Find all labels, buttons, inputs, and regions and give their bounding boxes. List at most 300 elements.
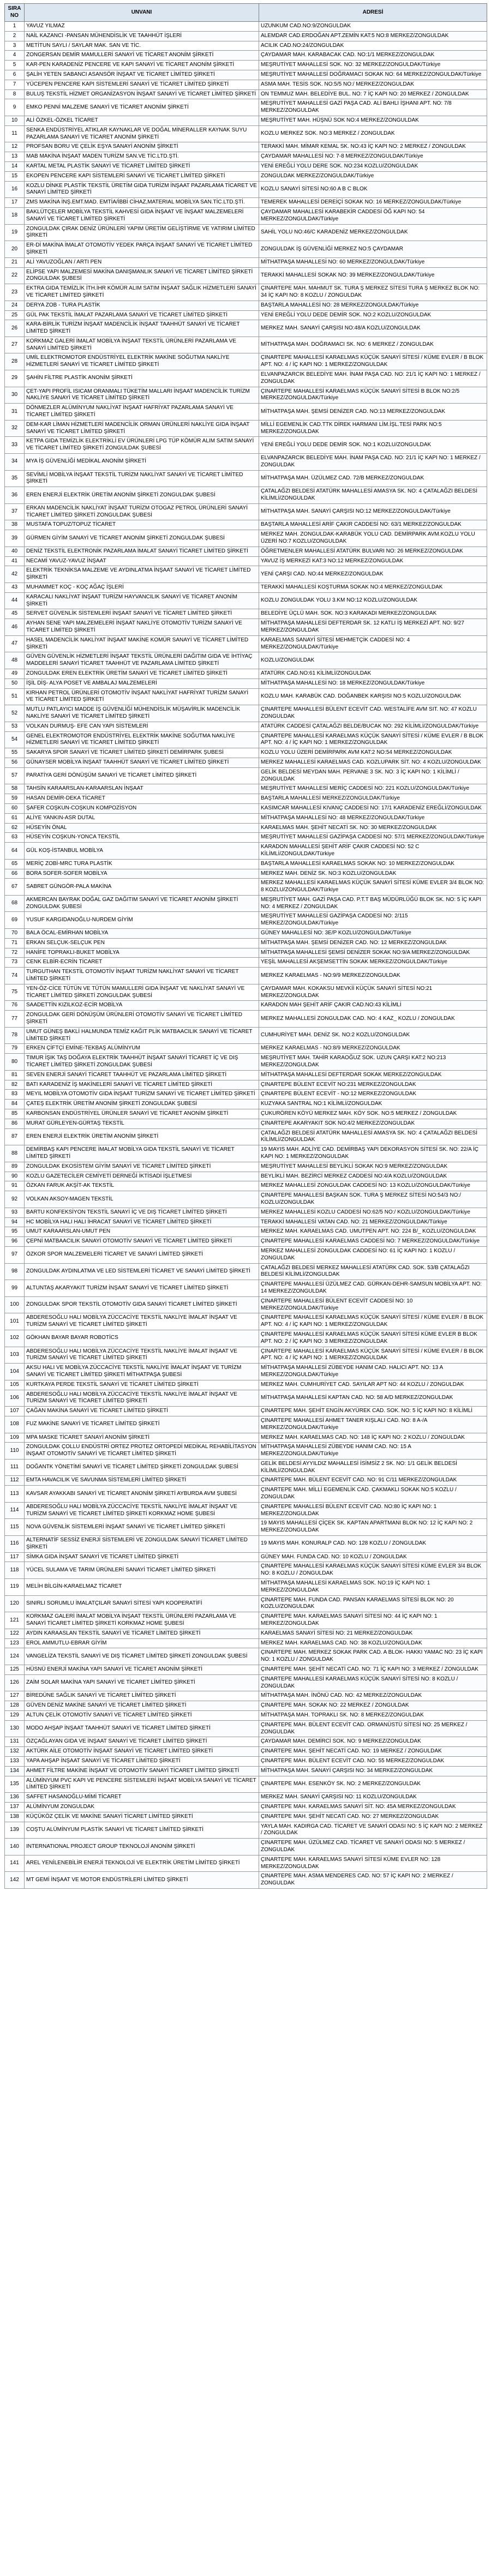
table-row xyxy=(5,688,487,705)
cell-no: 139 xyxy=(5,1822,25,1839)
cell-unvan: ZONGULDAK ÇOLLU ENDÜSTRİ ORTEZ PROTEZ ORTOPEDİ MEDİKAL REHABİLİTASYON İNŞAAT OTOMOTİV SANAYİ VE TİCARET LİMİTED ŞİRKETİ xyxy=(25,1443,259,1460)
table-row xyxy=(5,1191,487,1208)
cell-no: 10 xyxy=(5,116,25,125)
cell-adres: MİTHATPAŞA MAHALLESİ ZÜBEYDE HANIM CAD. HALICI APT. NO: 13 A MERKEZ/ZONGULDAK/Türkiye xyxy=(259,1364,487,1380)
cell-no: 97 xyxy=(5,1246,25,1263)
cell-adres: MİLLİ EGEMENLİK CAD.TTK DİREK HARMANI LİM.İŞL.TESİ PARK NO:5 MERKEZ/ZONGULDAK xyxy=(259,420,487,437)
cell-unvan: KORKMAZ GALERİ İMALAT MOBİLYA İNŞAAT TEKSTİL ÜRÜNLERİ PAZARLAMA VE SANAYİ TİCARET LİMİTED ŞİRKETİ KORKMAZ HOME ŞUBESİ xyxy=(25,1612,259,1629)
cell-no: 106 xyxy=(5,1390,25,1407)
cell-unvan: ABDERESOĞLU HALI MOBİLYA ZÜCCACİYE TEKSTİL NAKLİYE İMALAT İNŞAAT VE TURİZM SANAYİ VE TİCARET LİMİTED ŞİRKETİ xyxy=(25,1390,259,1407)
table-row xyxy=(5,152,487,162)
cell-unvan: UMİL ELEKTROMOTOR ENDÜSTRİYEL ELEKTRİK MAKİNE SOĞUTMA NAKLİYE HİZMETLERİ SANAYİ VE TİCARET LİMİTED ŞİRKETİ xyxy=(25,353,259,370)
cell-no: 31 xyxy=(5,404,25,421)
cell-unvan: KURTKAYA PERDE TEKSTİL SANAYİ VE TİCARET LİMİTED ŞİRKETİ xyxy=(25,1380,259,1390)
table-row xyxy=(5,1711,487,1721)
table-row xyxy=(5,1855,487,1872)
cell-adres: ÇINARTEPE MAH. MİLLİ EGEMENLİK CAD. ÇAKMAKLI SOKAK NO:5 KOZLU / ZONGULDAK xyxy=(259,1486,487,1503)
cell-adres: 19 MAYIS MAH. ADLİYE CAD. DEMİRBAŞ YAPI DEKORASYON SİTESİ SK. NO: 22/A İÇ KAPI NO: 1 MERKEZ/ZONGULDAK xyxy=(259,1145,487,1162)
cell-adres: TEMEREK MAHALLESİ DEREİÇİ SOKAK NO: 16 MERKEZ/ZONGULDAK/Türkiye xyxy=(259,198,487,208)
cell-no: 69 xyxy=(5,912,25,929)
cell-no: 130 xyxy=(5,1720,25,1737)
cell-no: 82 xyxy=(5,1080,25,1090)
table-row xyxy=(5,70,487,80)
cell-no: 122 xyxy=(5,1629,25,1638)
cell-unvan: INTERNATIONAL PROJECT GROUP TEKNOLOJİ ANONİM ŞİRKETİ xyxy=(25,1839,259,1856)
cell-adres: ATATÜRK CADDESİ ÇATALAĞZI BELDE/BUCAK NO: 292 KİLİMLİ/ZONGULDAK/Türkiye xyxy=(259,722,487,731)
table-row xyxy=(5,353,487,370)
cell-no: 111 xyxy=(5,1459,25,1476)
cell-no: 45 xyxy=(5,609,25,619)
cell-unvan: NECAMİ YAVUZ-YAVUZ İNŞAAT xyxy=(25,556,259,566)
table-row xyxy=(5,1502,487,1519)
cell-unvan: ALÜMİNYUM PVC KAPI VE PENCERE SİSTEMLERİ İNŞAAT MOBİLYA SANAYİ VE TİCARET LİMİTED ŞİRKETİ xyxy=(25,1776,259,1793)
cell-adres: MERKEZ MAHALLESİ ZONGULDAK CADDESİ NO: 13 KOZLU/ZONGULDAK/Türkiye xyxy=(259,1181,487,1191)
cell-no: 124 xyxy=(5,1648,25,1665)
cell-adres: BAŞTARLA MAHALLESİ KARAELMAS SOKAK NO: 10 MERKEZ/ZONGULDAK xyxy=(259,859,487,869)
cell-no: 129 xyxy=(5,1711,25,1721)
cell-adres: ELVANPAZARCIK BELEDİYE MAH. İNAM PAŞA CAD. NO: 21/1 İÇ KAPI NO: 1 MERKEZ / ZONGULDAK xyxy=(259,454,487,471)
cell-no: 2 xyxy=(5,31,25,41)
cell-no: 32 xyxy=(5,420,25,437)
table-row xyxy=(5,1109,487,1119)
cell-unvan: KÜÇÜKÖZ ÇELİK VE MAKİNE SANAYİ TİCARET LİMİTED ŞİRKETİ xyxy=(25,1812,259,1822)
cell-no: 115 xyxy=(5,1519,25,1536)
cell-adres: KARAELMAS SANAYİ SİTESİ MEHMETÇİK CADDESİ NO: 4 MERKEZ/ZONGULDAK/Türkiye xyxy=(259,635,487,652)
cell-adres: MİTHATPAŞA MAH. DOĞRAMACI SK. NO: 6 MERKEZ / ZONGULDAK xyxy=(259,337,487,353)
table-row xyxy=(5,1812,487,1822)
table-row xyxy=(5,1519,487,1536)
cell-adres: 19 MAYIS MAH. KONURALP CAD. NO: 128 KOZLU / ZONGULDAK xyxy=(259,1536,487,1553)
cell-unvan: EKTRA GIDA TEMİZLİK İTH.İHR KÖMÜR ALIM SATIM İNŞAAT SAĞLIK HİZMETLERİ SANAYİ VE TİCARET LİMİTED ŞİRKETİ xyxy=(25,284,259,301)
cell-adres: ÇINARTEPE MAH. KARAELMAS SANAYİ SİT. NO: 45A MERKEZ/ZONGULDAK xyxy=(259,1802,487,1812)
cell-unvan: ZONGULDAK AYDINLATMA VE LED SİSTEMLERİ TİCARET VE SANAYİ LİMİTED ŞİRKETİ xyxy=(25,1263,259,1280)
cell-adres: ÇAYDAMAR MAH. DEMİRCİ SOK. NO: 9 MERKEZ/ZONGULDAK xyxy=(259,1737,487,1747)
cell-adres: KOZLU SANAYİ SİTESİ NO:60 A B C BLOK xyxy=(259,181,487,198)
cell-unvan: ÖZKAN FARUK AKŞİT-AK TEKSTİL xyxy=(25,1181,259,1191)
cell-adres: MİTHATPAŞA MAHALLESİ KAPTAN CAD. NO: 58 A/D MERKEZ/ZONGULDAK xyxy=(259,1390,487,1407)
cell-unvan: DEMİRBAŞ KAPI PENCERE İMALAT MOBİLYA GIDA TEKSTİL SANAYİ VE TİCARET LİMİTED ŞİRKETİ xyxy=(25,1145,259,1162)
cell-adres: ÇINARTEPE MAH. ŞEHİT NECATİ CAD. NO: 19 MERKEZ / ZONGULDAK xyxy=(259,1747,487,1757)
cell-unvan: KETPA GIDA TEMİZLİK ELEKTRİKLİ EV ÜRÜNLERİ LPG TÜP KÖMÜR ALIM SATIM SANAYİ VE TİCARET LİMİTED ŞİRKETİ ZONGULDAK ŞUBESİ xyxy=(25,437,259,454)
company-registry-table xyxy=(4,3,487,1889)
cell-adres: MİTHATPAŞA MAH. ÜZÜLMEZ CAD. 72/B MERKEZ/ZONGULDAK xyxy=(259,470,487,487)
cell-unvan: AHMET FİLTRE MAKİNE İNŞAAT VE OTOMOTİV SANAYİ TİCARET LİMİTED ŞİRKETİ xyxy=(25,1766,259,1776)
cell-no: 53 xyxy=(5,722,25,731)
table-row xyxy=(5,1612,487,1629)
cell-adres: CUMHURİYET MAH. DENİZ SK. NO:2 KOZLU/ZONGULDAK xyxy=(259,1027,487,1044)
cell-no: 38 xyxy=(5,520,25,530)
cell-adres: ELVANPAZARCIK BELEDİYE MAH. İNAM PAŞA CAD. NO: 21/1 İÇ KAPI NO: 1 MERKEZ / ZONGULDAK xyxy=(259,370,487,387)
cell-unvan: BARTU KONFEKSİYON TEKSTİL SANAYİ İÇ VE DIŞ TİCARET LİMİTED ŞİRKETİ xyxy=(25,1208,259,1217)
cell-no: 132 xyxy=(5,1747,25,1757)
cell-no: 116 xyxy=(5,1536,25,1553)
table-row xyxy=(5,1227,487,1237)
cell-adres: ÇATALAĞZI BELDESİ ATATÜRK MAHALLESİ AMASYA SK. NO: 4 ÇATALAĞZI BELDESİ KİLİMLİ/ZONGULDAK xyxy=(259,1128,487,1145)
table-row xyxy=(5,470,487,487)
cell-adres: MİTHATPAŞA MAH. ŞEMSİ DENİZER CAD. NO:13 MERKEZ/ZONGULDAK xyxy=(259,404,487,421)
table-row xyxy=(5,1208,487,1217)
table-row xyxy=(5,705,487,722)
cell-no: 85 xyxy=(5,1109,25,1119)
cell-adres: MERKEZ MAHALLESİ KOZLU CADDESİ NO:62/5 NO:/ KOZLU/ZONGULDAK/Türkiye xyxy=(259,1208,487,1217)
table-row xyxy=(5,61,487,70)
table-row xyxy=(5,1347,487,1364)
cell-no: 64 xyxy=(5,843,25,860)
table-row xyxy=(5,1701,487,1711)
cell-unvan: DÖNMEZLER ALÜMİNYUM NAKLİYAT İNŞAAT HAFRİYAT PAZARLAMA SANAYİ VE TİCARET LİMİTED ŞİRKETİ xyxy=(25,404,259,421)
table-row xyxy=(5,609,487,619)
table-row xyxy=(5,1296,487,1313)
cell-unvan: ÖZKOR SPOR MALZEMELERİ TİCARET VE SANAYİ LİMİTED ŞİRKETİ xyxy=(25,1246,259,1263)
cell-no: 60 xyxy=(5,803,25,813)
table-row xyxy=(5,547,487,556)
header-no: SIRA NO xyxy=(5,4,25,22)
cell-adres: KUZYAKA SANTRAL NO:1 KİLİMLİ/ZONGULDAK xyxy=(259,1100,487,1109)
cell-no: 57 xyxy=(5,767,25,784)
cell-adres: BAŞTARLA MAHALLESİ NO: 28 MERKEZ/ZONGULDAK/Türkiye xyxy=(259,301,487,310)
cell-adres: YEŞİL MAHALLESİ AKŞEMSETTİN SOKAK MERKEZ/ZONGULDAK/Türkiye xyxy=(259,958,487,968)
table-row xyxy=(5,284,487,301)
cell-unvan: VANGELİZA TEKSTİL SANAYİ VE DIŞ TİCARET LİMİTED ŞİRKETİ ZONGULDAK ŞUBESİ xyxy=(25,1648,259,1665)
table-row xyxy=(5,1364,487,1380)
table-row xyxy=(5,1263,487,1280)
table-row xyxy=(5,89,487,99)
cell-no: 47 xyxy=(5,635,25,652)
cell-unvan: SAADETTİN KIZILKOZ-ECİR MOBİLYA xyxy=(25,1001,259,1011)
cell-adres: MİTHATPAŞA MAH. ŞEMSİ DENİZER CAD. NO: 12 MERKEZ/ZONGULDAK xyxy=(259,938,487,948)
table-row xyxy=(5,1044,487,1054)
cell-adres: ÖĞRETMENLER MAHALLESİ ATATÜRK BULVARI NO: 26 MERKEZ/ZONGULDAK xyxy=(259,547,487,556)
table-row xyxy=(5,1476,487,1486)
cell-no: 104 xyxy=(5,1364,25,1380)
cell-adres: ÇINARTEPE MAHALLESİ BÜLENT ECEVİT CADDESİ NO: 10 MERKEZ/ZONGULDAK/Türkiye xyxy=(259,1296,487,1313)
cell-unvan: METİTUN SAYLI / SAYLAR MAK. SAN VE TİC. xyxy=(25,41,259,51)
cell-unvan: ERKEN ÇİFTÇİ EMİNE-TEKBAŞ ALÜMİNYUM xyxy=(25,1044,259,1054)
table-row xyxy=(5,267,487,284)
cell-unvan: DOĞANTK YÖNETİMİ SANAYİ VE TİCARET LİMİTED ŞİRKETİ ZONGULDAK ŞUBESİ xyxy=(25,1459,259,1476)
cell-no: 59 xyxy=(5,794,25,804)
cell-no: 105 xyxy=(5,1380,25,1390)
cell-no: 114 xyxy=(5,1502,25,1519)
cell-no: 109 xyxy=(5,1433,25,1443)
cell-adres: MERKEZ MAH. KARAELMAS CAD. NO: 148 İÇ KAPI NO: 2 KOZLU / ZONGULDAK xyxy=(259,1433,487,1443)
table-row xyxy=(5,566,487,583)
cell-adres: ÇINARTEPE MAHALLESİ AHMET TANER KIŞLALI CAD. NO: 8 A-/A MERKEZ/ZONGULDAK/Türkiye xyxy=(259,1416,487,1433)
cell-no: 136 xyxy=(5,1793,25,1803)
cell-adres: MERKEZ MAH. ZONGULDAK-KARABÜK YOLU CAD. DEMİRPARK AVM.KOZLU YOLU ÜZERİ NO:7 KOZLU/ZONGULDAK xyxy=(259,530,487,547)
table-row xyxy=(5,583,487,593)
cell-no: 16 xyxy=(5,181,25,198)
cell-unvan: SİMKA GIDA İNŞAAT SANAYİ VE TİCARET LİMİTED ŞİRKETİ xyxy=(25,1552,259,1562)
cell-unvan: FUZ MAKİNE SANAYİ VE TİCARET LİMİTED ŞİRKETİ xyxy=(25,1416,259,1433)
cell-adres: KARAELMAS SANAYİ SİTESİ NO: 21 MERKEZ/ZONGULDAK xyxy=(259,1629,487,1638)
cell-unvan: NOVA GÜVENLİK SİSTEMLERİ İNŞAAT SANAYİ VE TİCARET LİMİTED ŞİRKETİ xyxy=(25,1519,259,1536)
cell-unvan: ÇAĞAN MAKİNA SANAYİ VE TİCARET LİMİTED ŞİRKETİ xyxy=(25,1407,259,1416)
cell-no: 23 xyxy=(5,284,25,301)
cell-no: 14 xyxy=(5,161,25,171)
table-row xyxy=(5,1629,487,1638)
cell-unvan: MYA İŞ GÜVENLİĞİ MEDİKAL ANONİM ŞİRKETİ xyxy=(25,454,259,471)
cell-adres: KOZLU YOLU ÜZERİ DEMİRPARK AVM KAT:2 NO:54 MERKEZ/ZONGULDAK xyxy=(259,748,487,758)
cell-unvan: ZONGULDAK GERİ DÖNÜŞÜM ÜRÜNLERİ OTOMOTİV SANAYİ VE TİCARET LİMİTED ŞİRKETİ xyxy=(25,1011,259,1028)
table-row xyxy=(5,420,487,437)
cell-no: 9 xyxy=(5,99,25,116)
cell-unvan: TIMUR İŞIK TAŞ DOĞAYA ELEKTRİK TAAHHÜT İNŞAAT SANAYİ TİCARET İÇ VE DIŞ TİCARET LİMİTED ŞİRKETİ ZONGULDAK ŞUBESİ xyxy=(25,1054,259,1071)
cell-adres: ÇINARTEPE MAHALLESİ KARAELMAS KÜÇÜK SANAYİ SİTESİ / KÜME EVLER / B BLOK APT. NO: 4 / İÇ KAPI NO: 1 MERKEZ/ZONGULDAK xyxy=(259,1347,487,1364)
table-row xyxy=(5,80,487,89)
table-row xyxy=(5,520,487,530)
cell-unvan: EMKO PENNİ MALZEME SANAYİ VE TİCARET ANONİM ŞİRKETİ xyxy=(25,99,259,116)
cell-adres: ÇINARTEPE MAH. MAHMUT SK. TURA Ş MERKEZ SİTESİ TURA Ş MERKEZ BLOK NO: 34 İÇ KAPI NO: 8 KOZLU / ZONGULDAK xyxy=(259,284,487,301)
table-row xyxy=(5,1313,487,1330)
cell-unvan: PARATİYA GERİ DÖNÜŞÜM SANAYİ VE TİCARET LİMİTED ŞİRKETİ xyxy=(25,767,259,784)
cell-no: 113 xyxy=(5,1486,25,1503)
cell-unvan: MUHAMMET KOÇ - KOÇ AĞAÇ İŞLERİ xyxy=(25,583,259,593)
cell-adres: ATATÜRK CAD.NO:61 KİLİMLİ/ZONGULDAK xyxy=(259,669,487,678)
table-row xyxy=(5,1237,487,1247)
cell-adres: MİTHATPAŞA MAH. SANAYİ ÇARŞISI NO: 34 MERKEZ/ZONGULDAK xyxy=(259,1766,487,1776)
cell-no: 62 xyxy=(5,823,25,833)
cell-adres: ON TEMMUZ MAH. BELEDİYE BUL. NO: 7 İÇ KAPI NO: 20 MERKEZ / ZONGULDAK xyxy=(259,89,487,99)
cell-unvan: ABDERESOĞLU HALI MOBİLYA ZÜCCACİYE TEKSTİL NAKLİYE İMALAT İNŞAAT VE TURİZM SANAYİ VE TİCARET LİMİTED ŞİRKETİ xyxy=(25,1313,259,1330)
cell-unvan: ALTUNTAŞ AKARYAKIT TURİZM İNŞAAT SANAYİ VE TİCARET LİMİTED ŞİRKETİ xyxy=(25,1280,259,1297)
table-row xyxy=(5,1330,487,1347)
table-row xyxy=(5,1595,487,1612)
cell-adres: ÇAYDAMAR MAH. KARABACAK CAD. NO:1/1 MERKEZ/ZONGULDAK xyxy=(259,51,487,61)
cell-no: 80 xyxy=(5,1054,25,1071)
cell-unvan: VOLKAN AKSOY-MAGEN TEKSTİL xyxy=(25,1191,259,1208)
table-row xyxy=(5,454,487,471)
cell-no: 39 xyxy=(5,530,25,547)
table-row xyxy=(5,1027,487,1044)
cell-no: 35 xyxy=(5,470,25,487)
table-row xyxy=(5,1090,487,1100)
cell-adres: MERKEZ KARAELMAS - NO:9/9 MERKEZ/ZONGULDAK xyxy=(259,968,487,984)
table-row xyxy=(5,669,487,678)
cell-no: 96 xyxy=(5,1237,25,1247)
cell-adres: ÇINARTEPE MAHALLESİ BÜLENT ECEVİT CAD. WESTALİFE AVM SIT. NO: 47 KOZLU ZONGULDAK xyxy=(259,705,487,722)
cell-unvan: KORKMAZ GALERİ İMALAT MOBİLYA İNŞAAT TEKSTİL ÜRÜNLERİ PAZARLAMA VE SANAYİ LİMİTED ŞİRKETİ xyxy=(25,337,259,353)
cell-no: 135 xyxy=(5,1776,25,1793)
cell-adres: UZUNKUM CAD.NO:9/ZONGULDAK xyxy=(259,22,487,32)
cell-adres: KOZLU/ZONGULDAK xyxy=(259,652,487,669)
cell-no: 49 xyxy=(5,669,25,678)
cell-adres: KOZLU MAH. KARABÜK CAD. DOĞANBEK KARŞISI NO:5 KOZLU/ZONGULDAK xyxy=(259,688,487,705)
cell-no: 93 xyxy=(5,1208,25,1217)
cell-no: 40 xyxy=(5,547,25,556)
header-unvan: UNVANI xyxy=(25,4,259,22)
table-row xyxy=(5,1756,487,1766)
cell-no: 100 xyxy=(5,1296,25,1313)
cell-adres: MİTHATPAŞA MAH. SANAYİ ÇARŞISI NO:12 MERKEZ/ZONGULDAK/Türkiye xyxy=(259,503,487,520)
cell-unvan: BALA ÖCAL-EMİRHAN MOBİLYA xyxy=(25,929,259,939)
table-row xyxy=(5,1416,487,1433)
cell-adres: ÇINARTEPE MAH. BÜLENT ECEVİT CAD. ORMANÜSTÜ SİTESİ NO: 25 MERKEZ / ZONGULDAK xyxy=(259,1720,487,1737)
cell-adres: ÇINARTEPE MAH. KARAELMAS SANAYİ SİTESİ KÜME EVLER NO: 128 MERKEZ/ZONGULDAK xyxy=(259,1855,487,1872)
cell-unvan: KARA-BİRLİK TURİZM İNŞAAT MADENCİLİK İNŞAAT TAAHHÜT SANAYİ VE TİCARET LİMİTED ŞİRKETİ xyxy=(25,320,259,337)
cell-unvan: UMUT KARAARSLAN-UMUT PEN xyxy=(25,1227,259,1237)
table-row xyxy=(5,1001,487,1011)
cell-adres: MEŞRUTİYET MAHALLESİ GAZİ PAŞA CAD. ALİ BAHLI İŞHANI APT. NO: 7/8 MERKEZ/ZONGULDAK xyxy=(259,99,487,116)
cell-no: 67 xyxy=(5,879,25,896)
cell-no: 123 xyxy=(5,1638,25,1648)
cell-unvan: ZAİM SOLAR MAKİNA YAPI SANAYİ VE TİCARET LİMİTED ŞİRKETİ xyxy=(25,1674,259,1691)
cell-unvan: ELEKTRİK TEKNİKSA MALZEME VE AYDINLATMA İNŞAAT SANAYİ VE TİCARET LİMİTED ŞİRKETİ xyxy=(25,566,259,583)
table-row xyxy=(5,859,487,869)
cell-adres: ÇINARTEPE MAH. ASMA MENDERES CAD. NO: 57 İÇ KAPI NO: 2 MERKEZ / ZONGULDAK xyxy=(259,1872,487,1889)
table-row xyxy=(5,224,487,241)
cell-unvan: SEVEN ENERJİ SANAYİ TİCARET TAAHHÜT VE PAZARLAMA LİMİTED ŞİRKETİ xyxy=(25,1070,259,1080)
cell-adres: BELEDİYE ÜÇLÜ MAH. SOK. NO:3 KARAKADI MERKEZ/ZONGULDAK xyxy=(259,609,487,619)
table-row xyxy=(5,487,487,504)
table-row xyxy=(5,635,487,652)
cell-unvan: MEYIL MOBİLYA OTOMOTİV GIDA İNŞAAT TURİZM SANAYİ VE TİCARET LİMİTED ŞİRKETİ xyxy=(25,1090,259,1100)
cell-unvan: MT GEMİ İNŞAAT VE MOTOR ENDÜSTRİLERİ LİMİTED ŞİRKETİ xyxy=(25,1872,259,1889)
cell-no: 28 xyxy=(5,353,25,370)
table-row xyxy=(5,1776,487,1793)
cell-unvan: SINIRLI SORUMLU İMALATÇILAR SANAYİ SİTESİ YAPI KOOPERATİFİ xyxy=(25,1595,259,1612)
cell-unvan: ZMS MAKİNA İNŞ.EMT.MAD. EMTİA/İBBİ CİHAZ,MATERIAL MOBİLYA SAN.TİC.LTD.ŞTİ. xyxy=(25,198,259,208)
table-row xyxy=(5,1181,487,1191)
cell-unvan: ZONGULDAK EKOSİSTEM GİYİM SANAYİ VE TİCARET LİMİTED ŞİRKETİ xyxy=(25,1162,259,1172)
table-row xyxy=(5,41,487,51)
cell-adres: MERKEZ KARAELMAS - NO:8/9 MERKEZ/ZONGULDAK xyxy=(259,1044,487,1054)
cell-adres: MEŞRUTİYET MAHALLESİ MERİÇ CADDESİ NO: 221 KOZLU/ZONGULDAK/Türkiye xyxy=(259,784,487,794)
table-row xyxy=(5,198,487,208)
cell-unvan: KARTAL METAL PLASTİK SANAYİ VE TİCARET LİMİTED ŞİRKETİ xyxy=(25,161,259,171)
cell-unvan: AKMERCAN BAYRAK DOĞAL GAZ DAĞITIM SANAYİ VE TİCARET ANONİM ŞİRKETİ ZONGULDAK ŞUBESİ xyxy=(25,895,259,912)
cell-adres: KARAELMAS MAH. ŞEHİT NECATİ SK. NO: 30 MERKEZ/ZONGULDAK xyxy=(259,823,487,833)
cell-unvan: ER-Dİ MAKİNA İMALAT OTOMOTİV YEDEK PARÇA İNŞAAT SANAYİ VE TİCARET LİMİTED ŞİRKETİ xyxy=(25,241,259,258)
cell-no: 34 xyxy=(5,454,25,471)
cell-unvan: BORA SOFER-SOFER MOBİLYA xyxy=(25,869,259,879)
cell-adres: MERKEZ MAHALLESİ KARAELMAS KÜÇÜK SANAYİ SİTESİ KÜME EVLER 3/4 BLOK NO: 8 KOZLU/ZONGULDAK/Türkiye xyxy=(259,879,487,896)
cell-no: 83 xyxy=(5,1090,25,1100)
cell-adres: TERAKKİ MAH. MİMAR KEMAL SK. NO:43 İÇ KAPI NO: 2 MERKEZ / ZONGULDAK xyxy=(259,142,487,152)
cell-unvan: GÜNAYSER MOBİLYA İNŞAAT TAAHHÜT SANAYİ VE TİCARET LİMİTED ŞİRKETİ xyxy=(25,758,259,767)
cell-unvan: EKOPEN PENCERE KAPI SİSTEMLERİ SANAYİ VE TİCARET LİMİTED ŞİRKETİ xyxy=(25,171,259,181)
cell-no: 48 xyxy=(5,652,25,669)
cell-no: 92 xyxy=(5,1191,25,1208)
cell-adres: ÇATALAĞZI BELDESİ ATATÜRK MAHALLESİ AMASYA SK. NO: 4 ÇATALAĞZI BELDESİ KİLİMLİ/ZONGULDAK xyxy=(259,487,487,504)
cell-unvan: ABDERESOĞLU HALI MOBİLYA ZÜCCACİYE TEKSTİL NAKLİYE İMALAT İNŞAAT VE TURİZM SANAYİ VE TİCARET LİMİTED ŞİRKETİ KORKMAZ HOME ŞUBESİ xyxy=(25,1502,259,1519)
cell-adres: ÇAYDAMAR MAHALLESİ KARABEKİR CADDESİ ÖĞ KAPI NO: 54 MERKEZ/ZONGULDAK/Türkiye xyxy=(259,207,487,224)
table-row xyxy=(5,1080,487,1090)
table-row xyxy=(5,1380,487,1390)
table-row xyxy=(5,748,487,758)
table-row xyxy=(5,1390,487,1407)
table-row xyxy=(5,1486,487,1503)
cell-adres: KOZLU ZONGULDAK YOLU 3.KM NO:12 KOZLU/ZONGULDAK xyxy=(259,592,487,609)
table-row xyxy=(5,929,487,939)
table-row xyxy=(5,794,487,804)
table-row xyxy=(5,161,487,171)
cell-no: 46 xyxy=(5,619,25,636)
table-row xyxy=(5,1802,487,1812)
cell-no: 20 xyxy=(5,241,25,258)
cell-unvan: MUSTAFA TOPUZ/TOPUZ TİCARET xyxy=(25,520,259,530)
cell-unvan: DEM-KAR LİMAN HİZMETLERİ MADENCİLİK ORMAN ÜRÜNLERİ NAKLİYE GIDA İNŞAAT SANAYİ VE TİCARET LİMİTED ŞİRKETİ xyxy=(25,420,259,437)
table-row xyxy=(5,833,487,843)
table-row xyxy=(5,912,487,929)
table-row xyxy=(5,767,487,784)
cell-unvan: ZONGULDAK EREN ELEKTRİK ÜRETİM SANAYİ VE TİCARET LİMİTED ŞİRKETİ xyxy=(25,669,259,678)
table-row xyxy=(5,171,487,181)
cell-unvan: ÇET-YAPI PROFİL ISICAM ORANMALI TÜKETİM MALLARI İNŞAAT MADENCİLİK TURİZM NAKLİYE SANAYİ VE TİCARET LİMİTED ŞİRKETİ xyxy=(25,387,259,404)
cell-no: 131 xyxy=(5,1737,25,1747)
cell-adres: ALEMDAR CAD.ERDOĞAN APT.ZEMİN KAT:5 NO:8 MERKEZ/ZONGULDAK xyxy=(259,31,487,41)
cell-adres: KARADON MAHALLESİ ŞEHİT ARİF ÇAKIR CADDESİ NO: 52 C KİLİMLİ/ZONGULDAK/Türkiye xyxy=(259,843,487,860)
cell-unvan: SENKA ENDÜSTRİYEL ATIKLAR KAYNAKLAR VE DOĞAL MİNERALLER KAYNAK SUYU PAZARLAMA SANAYİ VE TİCARET ANONİM ŞİRKETİ xyxy=(25,125,259,142)
cell-no: 71 xyxy=(5,938,25,948)
cell-unvan: GÜRMEN GİYİM SANAYİ VE TİCARET ANONİM ŞİRKETİ ZONGULDAK ŞUBESİ xyxy=(25,530,259,547)
cell-adres: ÇINARTEPE BÜLENT ECEVİT NO:231 MERKEZ/ZONGULDAK xyxy=(259,1080,487,1090)
cell-adres: GELİK BELDESİ MEYDAN MAH. PERVANE 3 SK. NO: 3 İÇ KAPI NO: 1 KİLİMLİ / ZONGULDAK xyxy=(259,767,487,784)
cell-unvan: KOZLU DİNKE PLASTİK TEKSTİL ÜRETİM GIDA TURİZM İNŞAAT PAZARLAMA TİCARET VE SANAYİ LİMİTED ŞİRKETİ xyxy=(25,181,259,198)
cell-adres: MEŞRUTİYET MAH. TAHİR KARAOĞUZ SOK. UZUN ÇARŞI KAT:2 NO:213 MERKEZ/ZONGULDAK xyxy=(259,1054,487,1071)
table-row xyxy=(5,1552,487,1562)
cell-unvan: SERVET GÜVENLİK SİSTEMLERİ İNŞAAT SANAYİ VE TİCARET LİMİTED ŞİRKETİ xyxy=(25,609,259,619)
table-row xyxy=(5,1766,487,1776)
cell-adres: YAYLA MAH. KADIRGA CAD. TİCARET VE SANAYİ ODASI NO: 5 İÇ KAPI NO: 2 MERKEZ / ZONGULDAK xyxy=(259,1822,487,1839)
cell-unvan: GÜVEN DENİZ MAKİNE SANAYİ VE TİCARET LİMİTED ŞİRKETİ xyxy=(25,1701,259,1711)
cell-no: 79 xyxy=(5,1044,25,1054)
cell-unvan: COŞTU ALÜMİNYUM PLASTİK SANAYİ VE TİCARET LİMİTED ŞİRKETİ xyxy=(25,1822,259,1839)
cell-unvan: SAFFET HASANOĞLU-MİMİ TİCARET xyxy=(25,1793,259,1803)
cell-no: 141 xyxy=(5,1855,25,1872)
cell-adres: ÇINARTEPE MAHALLESİ KARAELMAS CADDESİ NO: 7 MERKEZ/ZONGULDAK/Türkiye xyxy=(259,1237,487,1247)
cell-no: 4 xyxy=(5,51,25,61)
cell-unvan: AKSU HALI VE MOBİLYA ZÜCCACİYE TEKSTİL NAKLİYE İMALAT İNŞAAT VE TURİZM SANAYİ VE TİCARET LİMİTED ŞİRKETİ MİTHATPAŞA ŞUBESİ xyxy=(25,1364,259,1380)
cell-no: 27 xyxy=(5,337,25,353)
cell-no: 126 xyxy=(5,1674,25,1691)
cell-no: 74 xyxy=(5,968,25,984)
header-adres: ADRESİ xyxy=(259,4,487,22)
table-row xyxy=(5,678,487,688)
cell-unvan: MODO AHŞAP İNŞAAT TAAHHÜT SANAYİ VE TİCARET LİMİTED ŞİRKETİ xyxy=(25,1720,259,1737)
cell-unvan: ÇEPNİ MATBAACILIK SANAYİ OTOMOTİV SANAYİ VE TİCARET LİMİTED ŞİRKETİ xyxy=(25,1237,259,1247)
cell-no: 134 xyxy=(5,1766,25,1776)
cell-unvan: PROFSAN BORU VE ÇELİK EŞYA SANAYİ ANONİM ŞİRKETİ xyxy=(25,142,259,152)
cell-adres: ÇINARTEPE MAH. BÜLENT ECEVİT CAD. NO: 91 C/11 MERKEZ/ZONGULDAK xyxy=(259,1476,487,1486)
table-row xyxy=(5,310,487,320)
cell-unvan: EROL AMMUTLU-EBRAR GİYİM xyxy=(25,1638,259,1648)
cell-no: 56 xyxy=(5,758,25,767)
cell-unvan: YAVUZ YILMAZ xyxy=(25,22,259,32)
cell-adres: YAVUZ İŞ MERKEZİ KAT:3 NO:12 MERKEZ/ZONGULDAK xyxy=(259,556,487,566)
cell-adres: GELİK BELDESİ AYYILDIZ MAHALLESİ İSİMSİZ 2 SK. NO: 1/1 GELİK BELDESİ KİLİMLİ/ZONGULDAK xyxy=(259,1459,487,1476)
cell-no: 78 xyxy=(5,1027,25,1044)
cell-no: 119 xyxy=(5,1579,25,1596)
cell-adres: ÇINARTEPE MAH. ŞEHİT ENGİN AKYÜREK CAD. SOK. NO: 5 İÇ KAPI NO: 8 KİLİMLİ xyxy=(259,1407,487,1416)
cell-adres: ASMA MAH. TESİS SOK. NO:5/5 NO:/ MERKEZ/ZONGULDAK xyxy=(259,80,487,89)
table-row xyxy=(5,530,487,547)
cell-unvan: TAHSİN KARAARSLAN-KARAARSLAN İNŞAAT xyxy=(25,784,259,794)
cell-adres: MİTHATPAŞA MAHALLESİ ZÜBEYDE HANIM CAD. NO: 15 A MERKEZ/ZONGULDAK/Türkiye xyxy=(259,1443,487,1460)
table-row xyxy=(5,1793,487,1803)
table-row xyxy=(5,1217,487,1227)
cell-adres: ÇINARTEPE MAH. FUNDA CAD. PANSAN KARAELMAS SİTESİ BLOK NO: 20 KOZLU/ZONGULDAK xyxy=(259,1595,487,1612)
table-row xyxy=(5,1443,487,1460)
cell-no: 7 xyxy=(5,80,25,89)
cell-adres: ÇINARTEPE MAHALLESİ KARAELMAS KÜÇÜK SANAYİ SİTESİ KÜME EVLER B BLOK APT. NO: 2 / İÇ KAPI NO: 3 MERKEZ/ZONGULDAK xyxy=(259,1330,487,1347)
table-row xyxy=(5,1246,487,1263)
table-row xyxy=(5,895,487,912)
table-row xyxy=(5,320,487,337)
cell-adres: TERAKKİ MAHALLESİ KOŞTURMA SOKAK NO:4 MERKEZ/ZONGULDAK xyxy=(259,583,487,593)
cell-adres: TERAKKİ MAHALLESİ SOKAK NO: 39 MERKEZ/ZONGULDAK/Türkiye xyxy=(259,267,487,284)
cell-no: 70 xyxy=(5,929,25,939)
